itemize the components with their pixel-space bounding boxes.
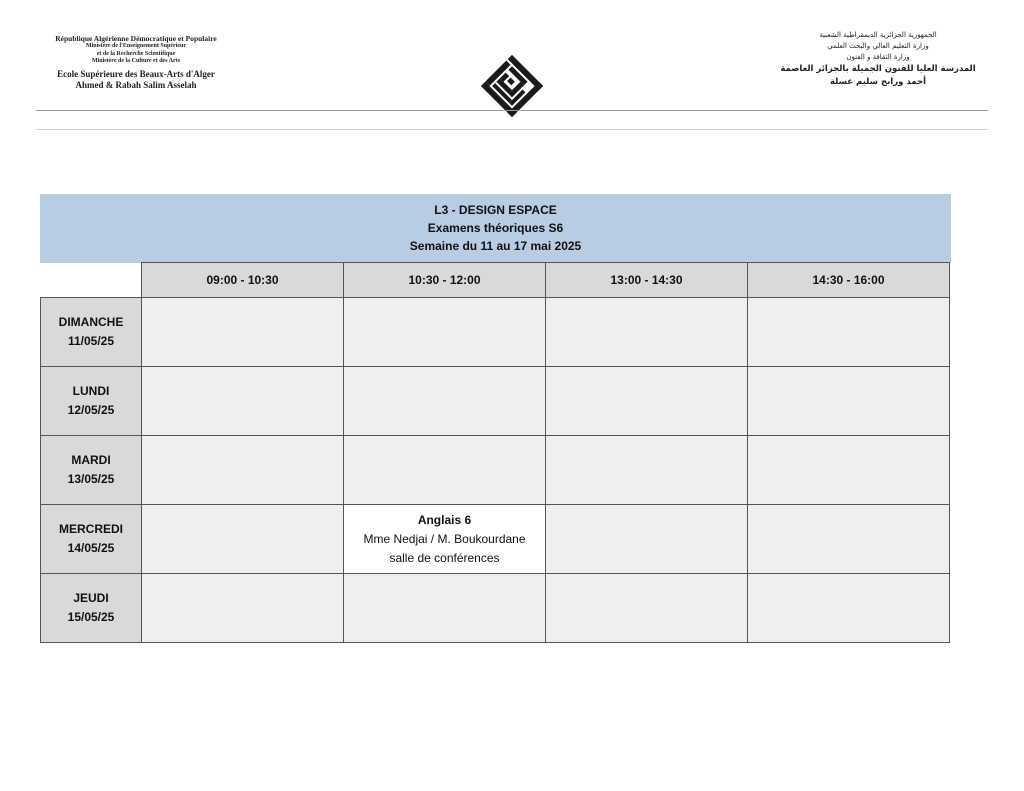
schedule-cell bbox=[142, 298, 344, 367]
header-left bbox=[36, 34, 236, 91]
school-name-fr: Ecole Supérieure des Beaux-Arts d'Alger bbox=[57, 68, 215, 79]
header-left-line1: République Algérienne Démocratique et Populaire bbox=[55, 34, 217, 43]
schedule-cell bbox=[748, 367, 950, 436]
day-header bbox=[41, 298, 142, 367]
week-range: Semaine du 11 au 17 mai 2025 bbox=[409, 239, 582, 253]
time-slot-header: 09:00 - 10:30 bbox=[142, 263, 344, 298]
exam-schedule-table bbox=[40, 262, 950, 643]
schedule-cell bbox=[142, 367, 344, 436]
day-name: LUNDI bbox=[72, 384, 110, 398]
schedule-cell bbox=[142, 505, 344, 574]
schedule-cell bbox=[142, 436, 344, 505]
day-header bbox=[41, 574, 142, 643]
day-date: 14/05/25 bbox=[67, 541, 115, 555]
table-row bbox=[41, 298, 950, 367]
header-divider bbox=[36, 110, 988, 111]
schedule-cell bbox=[344, 298, 546, 367]
exam-session-title: Examens théoriques S6 bbox=[427, 221, 564, 235]
schedule-cell bbox=[546, 367, 748, 436]
time-slot-header: 13:00 - 14:30 bbox=[546, 263, 748, 298]
header-left-line3: et de la Recherche Scientifique bbox=[96, 50, 176, 57]
day-name: MARDI bbox=[71, 453, 111, 467]
day-date: 15/05/25 bbox=[67, 610, 115, 624]
schedule-cell bbox=[344, 367, 546, 436]
schedule-banner bbox=[40, 194, 951, 263]
header-right-line3: وزارة الثقافة و الفنون bbox=[846, 52, 910, 61]
day-name: JEUDI bbox=[73, 591, 109, 605]
schedule-cell bbox=[142, 574, 344, 643]
schedule-cell bbox=[748, 505, 950, 574]
time-slot-header: 10:30 - 12:00 bbox=[344, 263, 546, 298]
day-date: 13/05/25 bbox=[67, 472, 115, 486]
table-row bbox=[41, 436, 950, 505]
time-slot-header-row bbox=[41, 263, 950, 298]
schedule-cell bbox=[546, 298, 748, 367]
exam-cell-anglais bbox=[344, 505, 546, 574]
table-row bbox=[41, 505, 950, 574]
day-date: 12/05/25 bbox=[67, 403, 115, 417]
header-right-line1: الجمهورية الجزائرية الديمقراطية الشعبية bbox=[819, 31, 937, 39]
program-title: L3 - DESIGN ESPACE bbox=[434, 203, 557, 217]
schedule-cell bbox=[748, 574, 950, 643]
day-header bbox=[41, 505, 142, 574]
schedule-cell bbox=[546, 436, 748, 505]
day-header bbox=[41, 436, 142, 505]
schedule-cell bbox=[344, 574, 546, 643]
table-row bbox=[41, 367, 950, 436]
header-right bbox=[768, 30, 988, 89]
table-corner bbox=[41, 263, 142, 298]
calligraphic-logo-icon bbox=[481, 55, 543, 117]
header-divider-light bbox=[36, 129, 988, 130]
exam-room: salle de conférences bbox=[389, 550, 500, 565]
time-slot-header: 14:30 - 16:00 bbox=[748, 263, 950, 298]
day-header bbox=[41, 367, 142, 436]
exam-teachers: Mme Nedjai / M. Boukourdane bbox=[363, 531, 526, 546]
schedule-cell bbox=[748, 436, 950, 505]
school-subname-ar: أحمد ورابح سليم عسلة bbox=[830, 76, 926, 87]
schedule-cell bbox=[344, 436, 546, 505]
day-name: DIMANCHE bbox=[58, 315, 124, 329]
header-right-line2: وزارة التعليم العالي والبحث العلمي bbox=[827, 41, 929, 50]
day-name: MERCREDI bbox=[58, 522, 123, 536]
table-row bbox=[41, 574, 950, 643]
header-left-line2: Ministère de l'Enseignement Supérieur bbox=[85, 43, 187, 50]
school-subname-fr: Ahmed & Rabah Salim Asselah bbox=[75, 80, 197, 91]
schedule-cell bbox=[546, 505, 748, 574]
school-name-ar: المدرسة العليا للفنون الجميلة بالجزائر العاصمة bbox=[780, 63, 976, 74]
day-date: 11/05/25 bbox=[67, 334, 115, 348]
schedule-cell bbox=[546, 574, 748, 643]
schedule-cell bbox=[748, 298, 950, 367]
header-left-line4: Ministère de la Culture et des Arts bbox=[91, 58, 181, 65]
exam-title: Anglais 6 bbox=[417, 512, 472, 527]
